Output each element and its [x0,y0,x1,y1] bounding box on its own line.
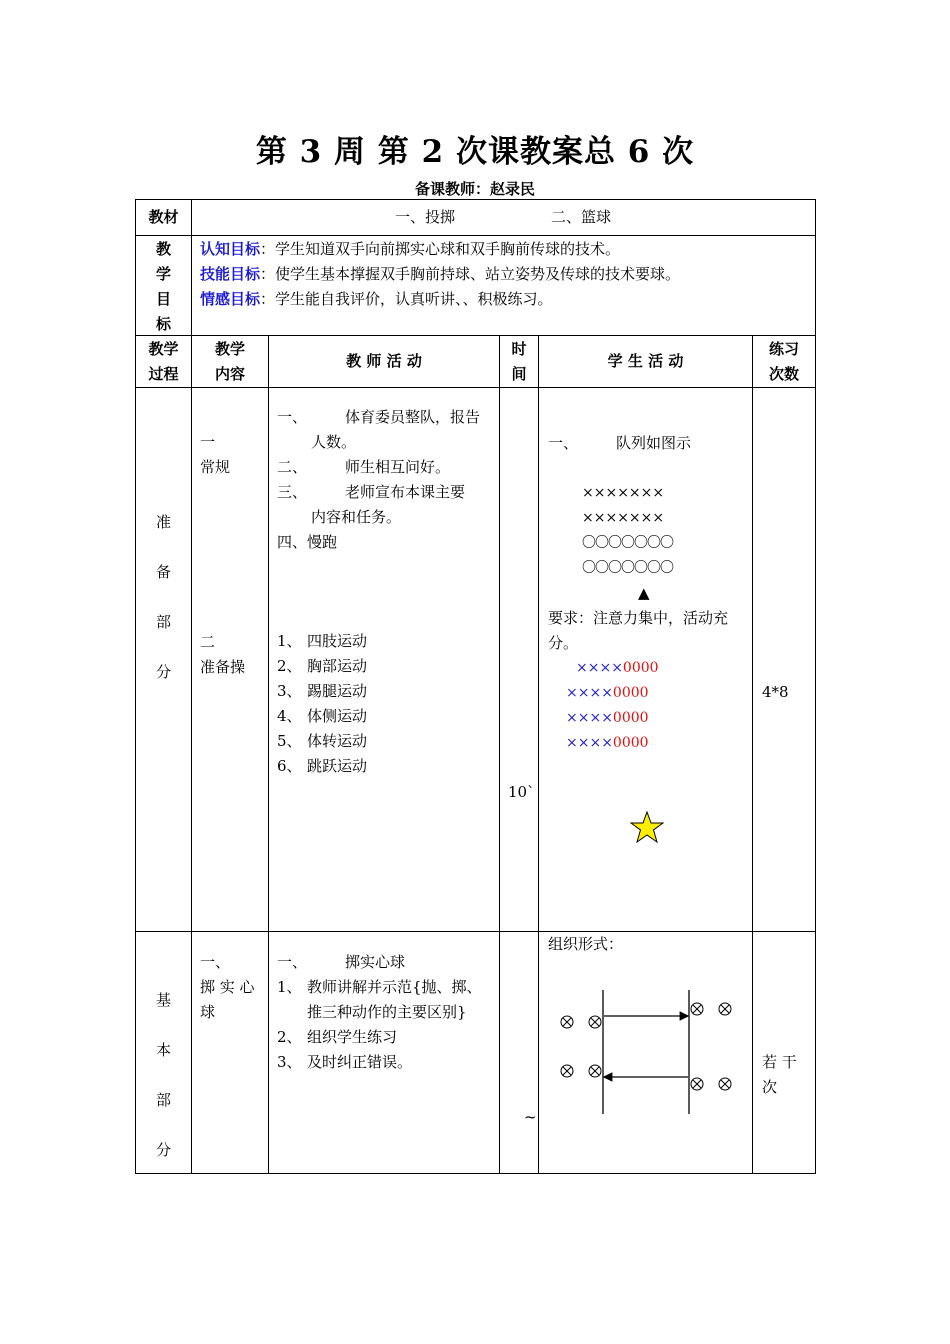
list-num: 一、 [277,953,308,971]
queue-row-o: 〇〇〇〇〇〇〇 [582,560,673,576]
material-item-2: 二、篮球 [551,208,612,226]
content-line: 一、 [200,953,231,971]
student-marker-icon [589,1016,601,1028]
header-time [500,337,538,387]
list-num: 2、 [277,1028,302,1046]
prep-teacher-activity [277,405,493,555]
list-text: 队列如图示 [616,434,692,452]
list-text: 体侧运动 [307,707,368,725]
basic-student-title: 组织形式： [548,935,624,953]
header-count [753,337,815,387]
requirement-line: 要求：注意力集中，活动充 [548,609,729,627]
list-num: 一、 [548,434,579,452]
goal-text: 学生能自我评价，认真听讲、、积极练习。 [275,290,553,308]
goal-text: 使学生基本撑握双手胸前持球、站立姿势及传球的技术要球。 [275,265,681,283]
formation-x: ×××× [576,660,623,676]
table-divider [135,931,816,932]
list-item [277,530,493,555]
goal-label: 认知目标 [200,240,261,258]
list-item [277,1025,495,1050]
content-line: 准备操 [200,658,246,676]
list-text: 踢腿运动 [307,682,368,700]
material-item-1: 一、投掷 [395,208,456,226]
goal-sep: ： [260,265,276,283]
formation-x: ×××× [566,685,613,701]
list-num: 2、 [277,657,302,675]
list-item [277,1050,495,1075]
goal-cognitive [200,237,810,262]
list-num: 6、 [277,757,302,775]
list-item [277,729,493,754]
list-text: 老师宣布本课主要 [345,483,466,501]
header-process [136,337,191,387]
count-line: 若 干 [762,1053,797,1071]
student-marker-icon [561,1065,573,1077]
basic-content [200,950,262,1025]
goals-label-char: 学 [155,265,171,283]
header-time-line: 时 [511,340,527,358]
prep-process-char: 分 [155,663,171,681]
list-item [277,679,493,704]
student-marker-icon [561,1016,573,1028]
header-content-line: 内容 [214,365,245,383]
list-text: 四肢运动 [307,632,368,650]
header-count-line: 次数 [768,365,799,383]
list-text: 体转运动 [307,732,368,750]
list-item [277,405,493,430]
prep-process-char: 部 [155,613,171,631]
list-num: 1、 [277,632,302,650]
page-title: 第 3 周 第 2 次课教案总 6 次 [255,134,695,170]
table-border-bottom [135,1173,816,1174]
list-text: 教师讲解并示范{抛、掷、 [307,978,482,996]
table-divider [135,235,816,236]
formation-row [566,731,659,756]
content-line: 球 [200,1003,216,1021]
list-text-cont: 推三种动作的主要区别} [307,1003,467,1021]
student-marker-icon [589,1065,601,1077]
formation-o: 0000 [612,685,649,701]
list-num: 三、 [277,483,308,501]
header-count-line: 练习 [768,340,799,358]
table-divider [499,335,500,1174]
basic-process-char: 基 [155,991,171,1009]
list-text: 掷实心球 [345,953,406,971]
list-text-cont: 内容和任务。 [311,508,402,526]
goal-sep: ： [260,240,276,258]
list-text: 胸部运动 [307,657,368,675]
formation-o: 0000 [612,735,649,751]
header-content-line: 教学 [214,340,245,358]
list-item [277,480,493,505]
material-label: 教材 [148,208,179,226]
prep-count: 4*8 [762,683,789,701]
list-text: 及时纠正错误。 [307,1053,413,1071]
content-line: 一 [200,433,216,451]
list-item [277,704,493,729]
prep-content-warmup [200,630,245,680]
warmup-formation [566,656,659,756]
content-line: 掷 实 心 [200,978,255,996]
list-item [277,629,493,654]
list-text: 师生相互问好。 [345,458,451,476]
prep-process [136,497,191,697]
header-teacher-activity: 教 师 活 动 [346,352,422,370]
student-marker-icon [719,1078,731,1090]
goals-label-char: 标 [155,315,171,333]
queue-formation [582,481,673,581]
prep-student-activity [548,431,753,456]
prep-time: 10` [508,783,535,801]
goal-label: 技能目标 [200,265,261,283]
goal-label: 情感目标 [200,290,261,308]
list-num: 4、 [277,707,302,725]
list-text: 体育委员整队，报告 [345,408,481,426]
table-divider [135,387,816,388]
star-icon [630,811,664,843]
table-divider [268,335,269,1174]
formation-row [566,681,659,706]
header-time-line: 间 [511,365,527,383]
list-text: 跳跃运动 [307,757,368,775]
goal-affective [200,287,810,312]
student-marker-icon [691,1078,703,1090]
table-divider [538,335,539,1174]
list-num: 二、 [277,458,308,476]
goal-sep: ： [260,290,276,308]
formation-x: ×××× [566,735,613,751]
header-process-line: 过程 [148,365,179,383]
list-text-cont: 人数。 [311,433,357,451]
prep-process-char: 备 [155,563,171,581]
prep-process-char: 准 [155,513,171,531]
header-student-activity: 学 生 活 动 [607,352,684,370]
goals-label-char: 目 [155,290,171,308]
list-item [277,455,493,480]
goals-list [200,237,810,312]
header-process-line: 教学 [148,340,179,358]
list-item [277,975,495,1000]
formation-o: 0000 [622,660,659,676]
table-border-top [135,199,816,200]
basic-process [136,975,191,1175]
basic-teacher-activity [277,950,495,1075]
list-num: 5、 [277,732,302,750]
list-num: 一、 [277,408,308,426]
basic-process-char: 本 [155,1041,171,1059]
list-item [277,950,495,975]
formation-row [566,706,659,731]
teacher-triangle-icon: ▲ [638,584,650,602]
student-marker-icon [719,1003,731,1015]
basic-time: ~ [524,1108,537,1126]
list-num: 1、 [277,978,302,996]
prep-content-routine [200,430,230,480]
table-divider [752,335,753,1174]
goals-label-char: 教 [155,240,171,258]
list-num: 3、 [277,682,302,700]
list-num: 3、 [277,1053,302,1071]
content-line: 常规 [200,458,231,476]
formation-x: ×××× [566,710,613,726]
goal-skill [200,262,810,287]
table-divider [135,335,816,336]
table-border-right [815,199,816,1174]
list-item [277,754,493,779]
list-num: 四、 [277,533,308,551]
queue-row-x: ××××××× [582,485,665,501]
basic-process-char: 部 [155,1091,171,1109]
goals-label [136,237,191,337]
prep-requirement [548,606,752,656]
goal-text: 学生知道双手向前掷实心球和双手胸前传球的技术。 [275,240,621,258]
list-text: 组织学生练习 [307,1028,398,1046]
header-content [192,337,268,387]
list-item [548,431,753,456]
formation-o: 0000 [612,710,649,726]
organization-diagram [548,980,748,1120]
list-item [277,654,493,679]
basic-count [762,1050,812,1100]
basic-process-char: 分 [155,1141,171,1159]
formation-row [566,656,659,681]
content-line: 二 [200,633,216,651]
teacher-name: 备课教师：赵录民 [414,180,535,198]
queue-row-x: ××××××× [582,510,665,526]
queue-row-o: 〇〇〇〇〇〇〇 [582,535,673,551]
student-marker-icon [691,1003,703,1015]
list-text: 慢跑 [307,533,338,551]
requirement-line: 分。 [548,634,579,652]
prep-exercise-list [277,629,493,779]
count-line: 次 [762,1078,778,1096]
